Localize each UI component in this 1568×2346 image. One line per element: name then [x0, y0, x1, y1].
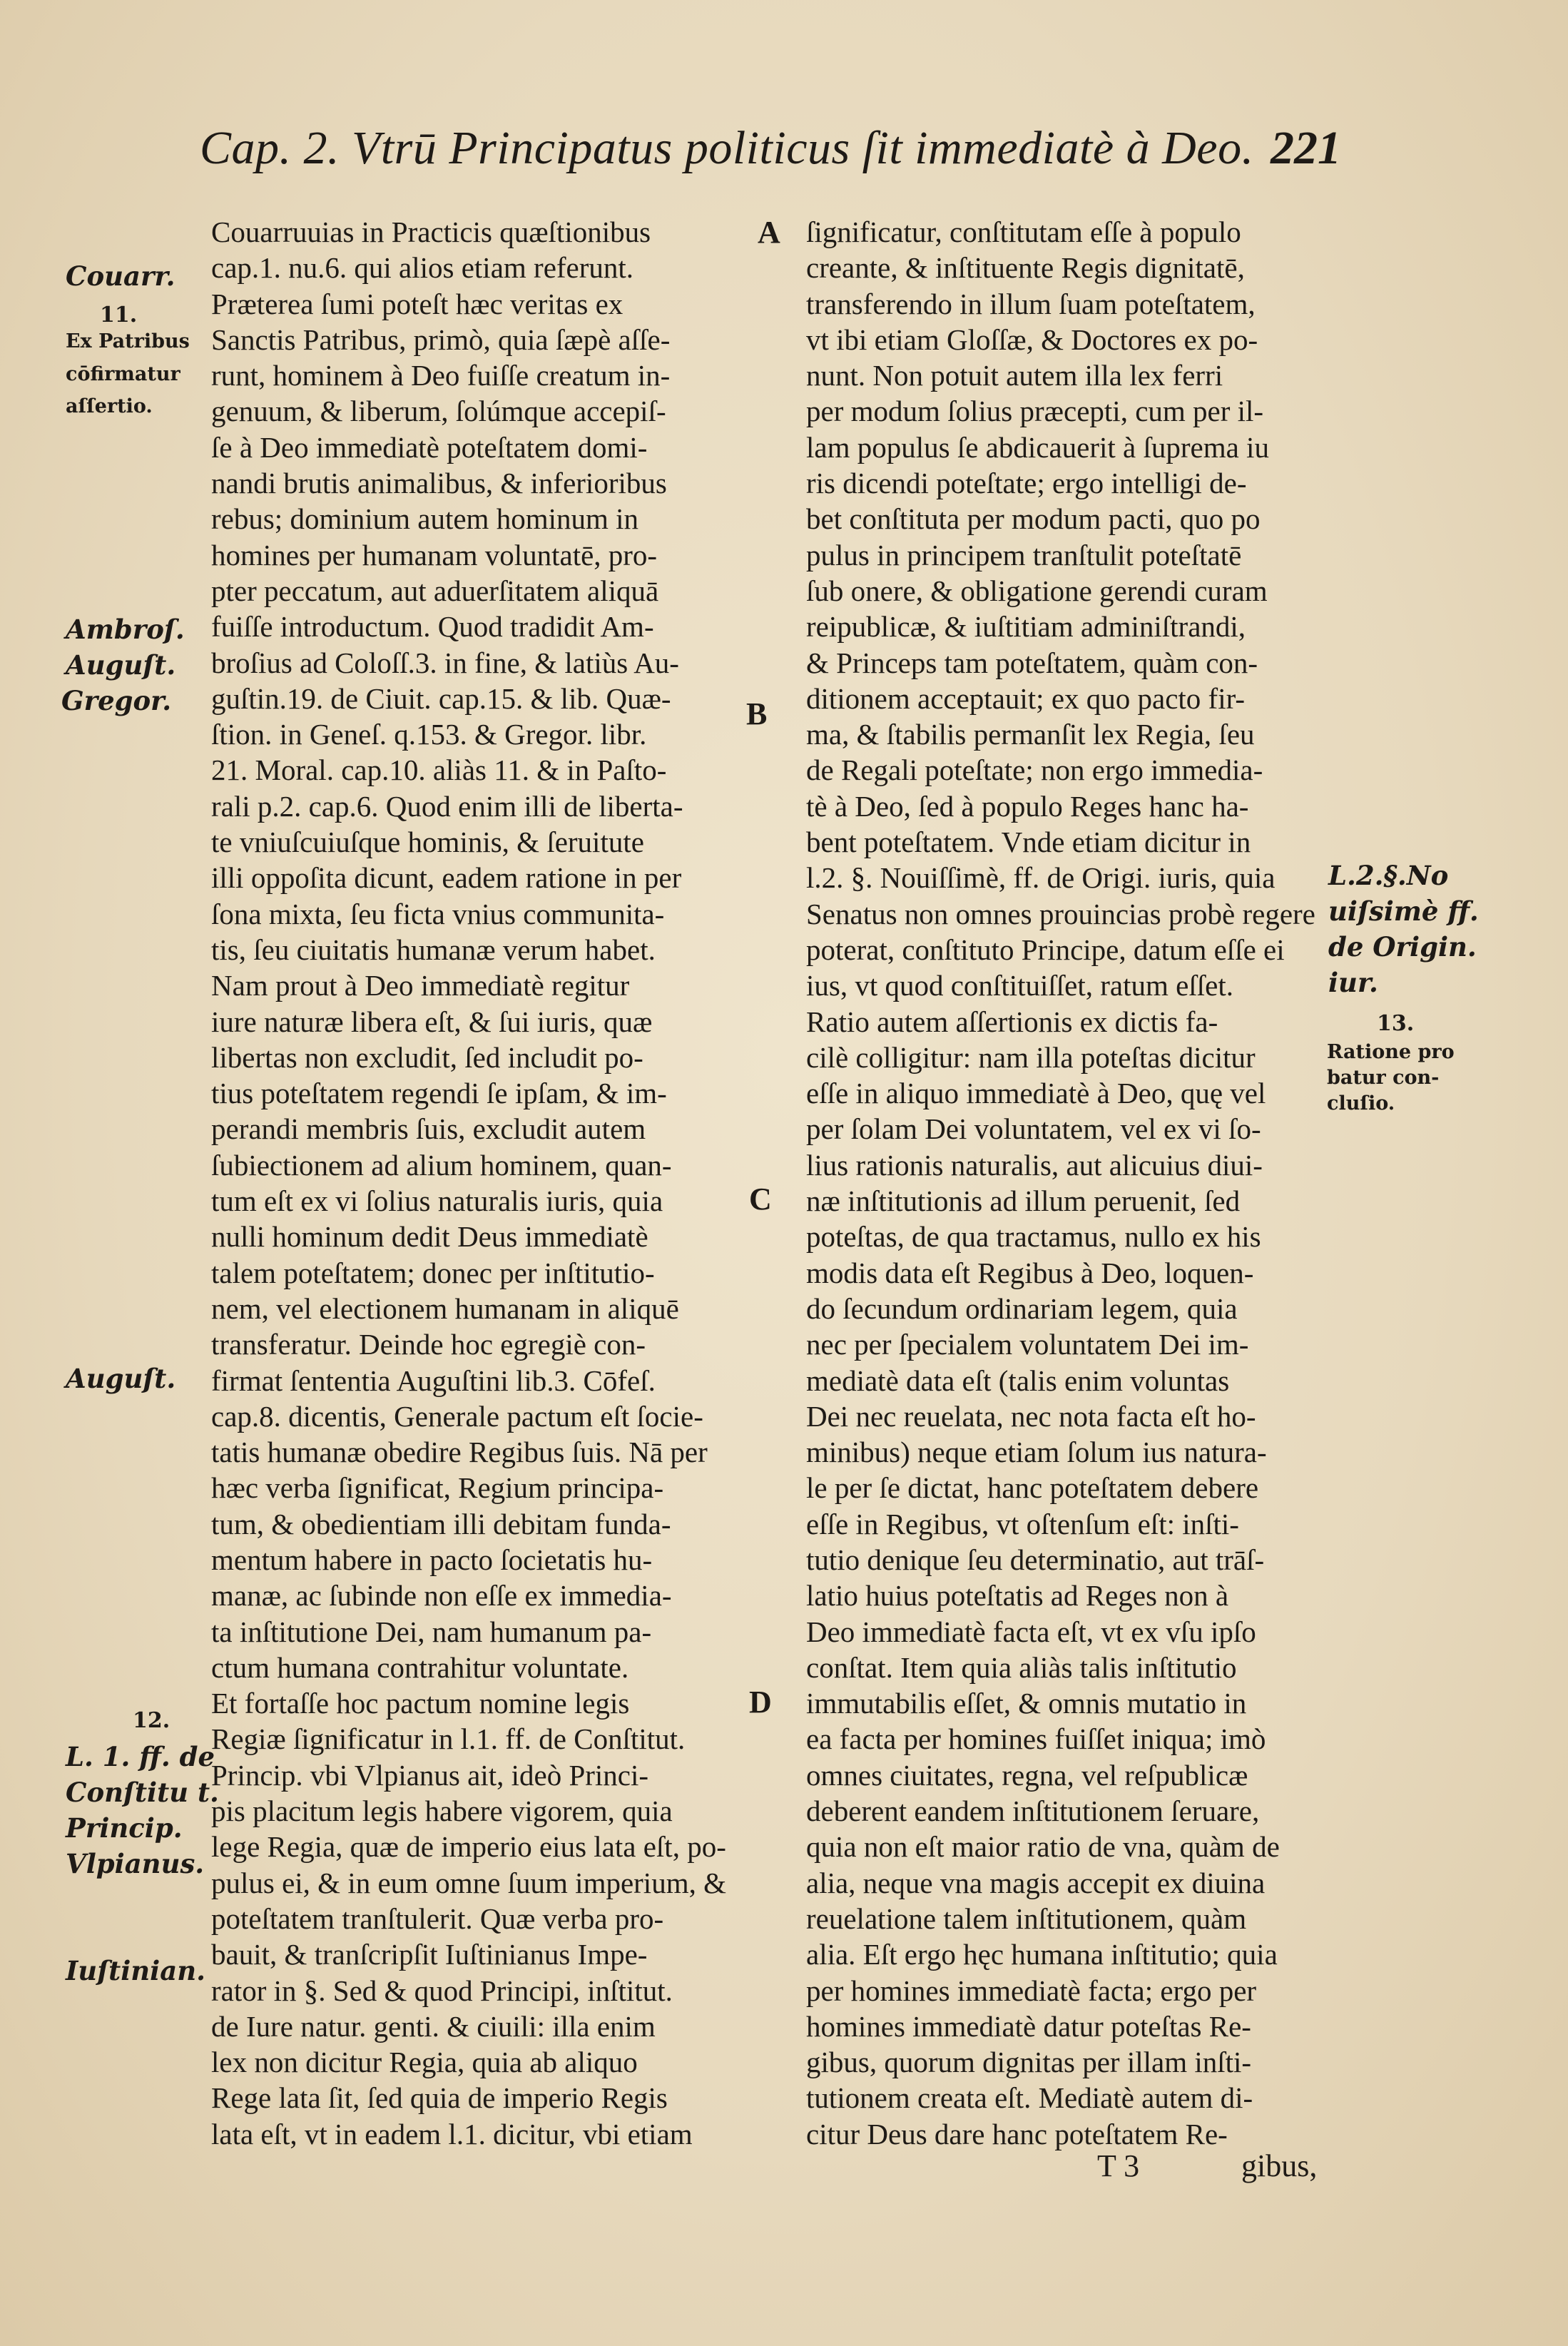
margin-note-l2-line3: de Origin. — [1328, 931, 1477, 963]
left-column-line: guſtin.19. de Ciuit. cap.15. & lib. Quæ- — [211, 681, 671, 715]
running-header — [200, 121, 1341, 186]
left-column-line: Rege lata ſit, ſed quia de imperio Regis — [211, 2081, 668, 2115]
margin-note-l1-line3: Princip. — [66, 1812, 183, 1844]
margin-note-l2-line2: uiſsimè ff. — [1328, 895, 1479, 927]
left-column-line: tis, ſeu ciuitatis humanæ verum habet. — [211, 933, 656, 966]
right-column-line: mediatè data eſt (talis enim voluntas — [806, 1364, 1230, 1397]
left-column-line: de Iure natur. genti. & ciuili: illa enim — [211, 2009, 656, 2043]
margin-note-couarr: Couarr. — [66, 260, 175, 292]
right-column-line: per modum ſolius præcepti, cum per il- — [806, 395, 1264, 428]
left-column-line: ſubiectionem ad alium hominem, quan- — [211, 1148, 672, 1182]
left-column-line: Præterea ſumi poteſt hæc veritas ex — [211, 287, 623, 320]
right-column-line: nunt. Non potuit autem illa lex ferri — [806, 359, 1223, 392]
left-column-line: hæc verba ſignificat, Regium principa- — [211, 1471, 664, 1505]
signature-mark: T 3 — [1097, 2148, 1140, 2183]
left-column-line: illi oppoſita dicunt, eadem ratione in per — [211, 861, 682, 895]
left-column-line: nem, vel electionem humanam in aliquē — [211, 1291, 679, 1325]
right-text-column — [806, 214, 1328, 2152]
right-column-line: tè à Deo, ſed à populo Reges hanc ha- — [806, 789, 1249, 823]
left-column-line: ſe à Deo immediatè poteſtatem domi- — [211, 430, 648, 464]
left-column-line: ſtion. in Geneſ. q.153. & Gregor. libr. — [211, 718, 647, 751]
right-column-line: vt ibi etiam Gloſſæ, & Doctores ex po- — [806, 323, 1258, 356]
right-column-line: ſub onere, & obligatione gerendi curam — [806, 574, 1268, 607]
right-column-line: alia, neque vna magis accepit ex diuina — [806, 1866, 1266, 1899]
left-column-line: ta inſtitutione Dei, nam humanum pa- — [211, 1615, 652, 1648]
right-column-line: tutionem creata eſt. Mediatè autem di- — [806, 2081, 1253, 2115]
margin-note-l2-line4: iur. — [1328, 967, 1378, 998]
page-number: 221 — [1271, 122, 1341, 174]
right-column-line: conſtat. Item quia aliàs talis inſtitutio — [806, 1650, 1237, 1684]
margin-number-13: 13. — [1377, 1011, 1415, 1036]
right-column-line: ris dicendi poteſtate; ergo intelligi de- — [806, 467, 1247, 500]
margin-note-ex-patribus-1: Ex Patribus — [66, 330, 190, 352]
left-column-line: lex non dicitur Regia, quia ab aliquo — [211, 2046, 638, 2079]
left-column-line: bauit, & tranſcripſit Iuſtinianus Impe- — [211, 1938, 648, 1971]
right-column-line: le per ſe dictat, hanc poteſtatem debere — [806, 1471, 1259, 1505]
left-column-line: pis placitum legis habere vigorem, quia — [211, 1794, 673, 1828]
left-column-line: lege Regia, quæ de imperio eius lata eſt, po- — [211, 1830, 726, 1864]
right-column-line: omnes ciuitates, regna, vel reſpublicæ — [806, 1758, 1248, 1792]
margin-note-iustinian: Iuſtinian. — [66, 1955, 205, 1986]
margin-number-12: 12. — [133, 1708, 170, 1733]
right-column-line: Deo immediatè facta eſt, vt ex vſu ipſo — [806, 1615, 1256, 1648]
right-column-line: ditionem acceptauit; ex quo pacto fir- — [806, 681, 1246, 715]
left-column-line: perandi membris ſuis, excludit autem — [211, 1112, 646, 1146]
left-column-line: iure naturæ libera eſt, & ſui iuris, quæ — [211, 1005, 653, 1038]
right-column-line: per ſolam Dei voluntatem, vel ex vi ſo- — [806, 1112, 1261, 1146]
left-column-line: Princip. vbi Vlpianus ait, ideò Princi- — [211, 1758, 649, 1792]
margin-note-ex-patribus-2: cōfirmatur — [66, 363, 180, 385]
right-column-line: gibus, quorum dignitas per illam inſti- — [806, 2046, 1252, 2079]
left-column-line: genuum, & liberum, ſolúmque accepiſ- — [211, 395, 666, 428]
right-column-line: bent poteſtatem. Vnde etiam dicitur in — [806, 826, 1251, 859]
left-column-line: rebus; dominium autem hominum in — [211, 502, 639, 536]
right-column-line: næ inſtitutionis ad illum peruenit, ſed — [806, 1184, 1241, 1218]
right-column-line: lam populus ſe abdicauerit à ſuprema iu — [806, 430, 1269, 464]
right-column-line: de Regali poteſtate; non ergo immedia- — [806, 753, 1263, 787]
section-letter-a: A — [758, 215, 780, 250]
right-column-line: alia. Eſt ergo hęc humana inſtitutio; quia — [806, 1938, 1278, 1971]
left-text-column — [211, 214, 739, 2152]
right-column-line: bet conſtituta per modum pacti, quo po — [806, 502, 1261, 536]
right-column-line: pulus in principem tranſtulit poteſtatē — [806, 538, 1242, 572]
catchword: gibus, — [1241, 2148, 1318, 2183]
left-column-line: nandi brutis animalibus, & inferioribus — [211, 467, 667, 500]
left-column-line: runt, hominem à Deo fuiſſe creatum in- — [211, 359, 671, 392]
left-column-line: rali p.2. cap.6. Quod enim illi de liberta- — [211, 789, 683, 823]
right-column-line: creante, & inſtituente Regis dignitatē, — [806, 251, 1245, 285]
left-column-line: rator in §. Sed & quod Principi, inſtitut. — [211, 1974, 673, 2007]
left-column-line: 21. Moral. cap.10. aliàs 11. & in Paſto- — [211, 753, 667, 787]
right-column-line: reipublicæ, & iuſtitiam adminiſtrandi, — [806, 610, 1246, 644]
left-column-line: homines per humanam voluntatē, pro- — [211, 538, 658, 572]
right-column-line: ſignificatur, conſtitutam eſſe à populo — [806, 215, 1241, 248]
right-column-line: poteſtas, de qua tractamus, nullo ex his — [806, 1220, 1261, 1254]
left-column-line: manæ, ac ſubinde non eſſe ex immedia- — [211, 1579, 672, 1613]
margin-note-ratio-3: cluſio. — [1327, 1092, 1395, 1114]
section-letter-b: B — [746, 696, 768, 731]
left-column-line: ſona mixta, ſeu ficta vnius communita- — [211, 897, 665, 930]
margin-note-gregor: Gregor. — [61, 685, 172, 716]
right-column-line: reuelatione talem inſtitutionem, quàm — [806, 1901, 1247, 1935]
left-column-line: tum eſt ex vi ſolius naturalis iuris, quia — [211, 1184, 663, 1218]
margin-note-ratio-2: batur con- — [1327, 1067, 1440, 1089]
left-column-line: Nam prout à Deo immediatè regitur — [211, 969, 630, 1002]
margin-note-l1-line2: Conſtitu t. — [66, 1777, 219, 1808]
right-column-line: latio huius poteſtatis ad Reges non à — [806, 1579, 1229, 1613]
margin-note-ratio-1: Ratione pro — [1327, 1041, 1455, 1063]
left-column-line: tum, & obedientiam illi debitam funda- — [211, 1507, 671, 1540]
right-column-line: Senatus non omnes prouincias probè regere — [806, 897, 1315, 930]
margin-note-august-2: Auguſt. — [66, 1363, 176, 1394]
left-column-line: poteſtatem tranſtulerit. Quæ verba pro- — [211, 1901, 664, 1935]
right-column-line: citur Deus dare hanc poteſtatem Re- — [806, 2117, 1228, 2150]
margin-number-11: 11. — [100, 303, 138, 327]
margin-note-l1-line1: L. 1. ff. de — [66, 1741, 215, 1772]
header-title: Cap. 2. Vtrū Principatus politicus ſit immediatè à Deo. — [200, 122, 1254, 174]
right-column-line: per homines immediatè facta; ergo per — [806, 1974, 1257, 2007]
left-column-line: firmat ſententia Auguſtini lib.3. Cōfeſ. — [211, 1364, 656, 1397]
section-letter-c: C — [749, 1182, 772, 1217]
left-column-line: libertas non excludit, ſed includit po- — [211, 1040, 643, 1074]
left-column-line: Et fortaſſe hoc pactum nomine legis — [211, 1687, 630, 1720]
right-column-line: quia non eſt maior ratio de vna, quàm de — [806, 1830, 1280, 1864]
left-column-line: broſius ad Coloſſ.3. in fine, & latiùs Au- — [211, 646, 679, 679]
left-column-line: te vniuſcuiuſque hominis, & ſeruitute — [211, 826, 644, 859]
left-column-line: Sanctis Patribus, primò, quia ſæpè aſſe- — [211, 323, 671, 356]
left-column-line: tatis humanæ obedire Regibus ſuis. Nā per — [211, 1436, 708, 1469]
right-column-line: Ratio autem aſſertionis ex dictis fa- — [806, 1005, 1218, 1038]
margin-note-l1-line4: Vlpianus. — [66, 1848, 205, 1879]
right-column-line: Dei nec reuelata, nec nota facta eſt ho- — [806, 1399, 1256, 1433]
right-column-line: modis data eſt Regibus à Deo, loquen- — [806, 1256, 1254, 1289]
left-column-line: tius poteſtatem regendi ſe ipſam, & im- — [211, 1077, 667, 1110]
right-column-line: lius rationis naturalis, aut alicuius diui- — [806, 1148, 1263, 1182]
left-column-line: lata eſt, vt in eadem l.1. dicitur, vbi etiam — [211, 2117, 693, 2150]
margin-note-ambros: Ambroſ. — [66, 614, 185, 645]
left-column-line: cap.1. nu.6. qui alios etiam referunt. — [211, 251, 634, 285]
right-column-line: do ſecundum ordinariam legem, quia — [806, 1291, 1238, 1325]
right-column-line: eſſe in aliquo immediatè à Deo, quę vel — [806, 1077, 1266, 1110]
right-column-line: ius, vt quod conſtituiſſet, ratum eſſet. — [806, 969, 1233, 1002]
left-column-line: talem poteſtatem; donec per inſtitutio- — [211, 1256, 655, 1289]
left-column-line: nulli hominum dedit Deus immediatè — [211, 1220, 648, 1254]
margin-note-l2-line1: L.2.§.No — [1328, 860, 1449, 891]
left-column-line: pulus ei, & in eum omne ſuum imperium, & — [211, 1866, 726, 1899]
left-column-line: fuiſſe introductum. Quod tradidit Am- — [211, 610, 654, 644]
right-column-line: minibus) neque etiam ſolum ius natura- — [806, 1436, 1267, 1469]
right-column-line: eſſe in Regibus, vt oſtenſum eſt: inſti- — [806, 1507, 1239, 1540]
left-column-line: Couarruuias in Practicis quæſtionibus — [211, 215, 651, 248]
left-column-line: pter peccatum, aut aduerſitatem aliquā — [211, 574, 659, 607]
right-column-line: cilè colligitur: nam illa poteſtas dicitur — [806, 1040, 1256, 1074]
section-letter-d: D — [749, 1685, 772, 1720]
right-column-line: nec per ſpecialem voluntatem Dei im- — [806, 1328, 1249, 1361]
right-column-line: ma, & ſtabilis permanſit lex Regia, ſeu — [806, 718, 1255, 751]
right-column-line: deberent eandem inſtitutionem ſeruare, — [806, 1794, 1260, 1828]
right-column-line: immutabilis eſſet, & omnis mutatio in — [806, 1687, 1247, 1720]
margin-note-august: Auguſt. — [66, 649, 176, 681]
right-column-line: ea facta per homines fuiſſet iniqua; imò — [806, 1722, 1266, 1756]
right-column-line: & Princeps tam poteſtatem, quàm con- — [806, 646, 1258, 679]
left-column-line: cap.8. dicentis, Generale pactum eſt ſocie- — [211, 1399, 703, 1433]
left-column-line: transferatur. Deinde hoc egregiè con- — [211, 1328, 646, 1361]
left-column-line: Regiæ ſignificatur in l.1. ff. de Conſtitut. — [211, 1722, 686, 1756]
right-column-line: l.2. §. Nouiſſimè, ff. de Origi. iuris, quia — [806, 861, 1276, 895]
right-column-line: poterat, conſtituto Principe, datum eſſe ei — [806, 933, 1285, 966]
right-column-line: transferendo in illum ſuam poteſtatem, — [806, 287, 1256, 320]
right-column-line: tutio denique ſeu determinatio, aut trāſ- — [806, 1543, 1265, 1576]
margin-note-ex-patribus-3: aſſertio. — [66, 395, 153, 417]
right-column-line: homines immediatè datur poteſtas Re- — [806, 2009, 1251, 2043]
left-column-line: mentum habere in pacto ſocietatis hu- — [211, 1543, 653, 1576]
left-column-line: ctum humana contrahitur voluntate. — [211, 1650, 629, 1684]
